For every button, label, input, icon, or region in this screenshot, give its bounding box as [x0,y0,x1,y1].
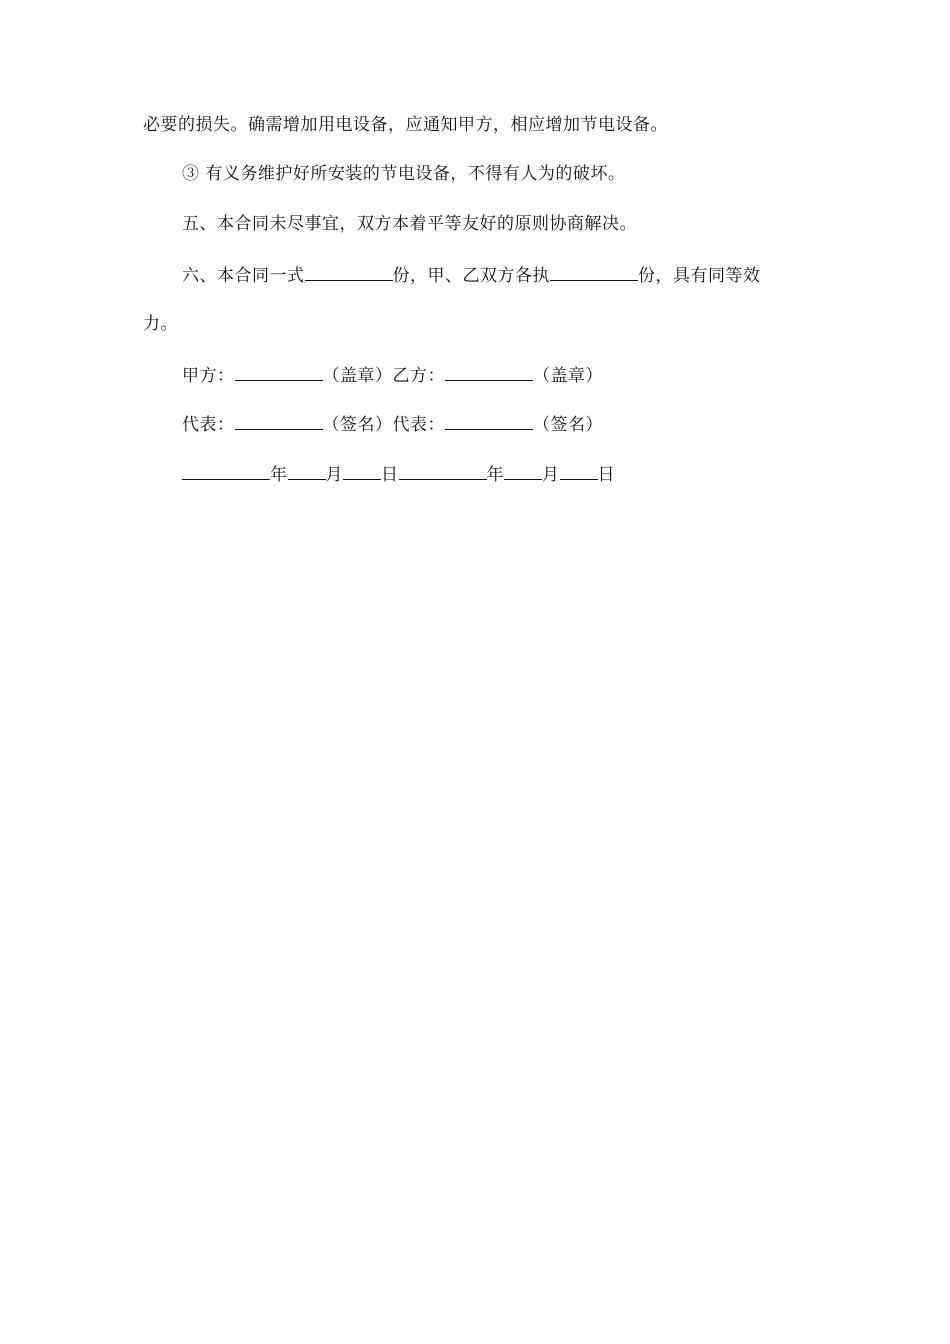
seal-label: （盖章） [322,366,393,386]
clause-text: 份，具有同等效 [638,266,761,286]
rep-b-label: 代表： [392,415,445,435]
day-label: 日 [597,465,615,485]
year-label: 年 [486,465,504,485]
representative-row [182,413,603,435]
party-seal-row [182,364,603,386]
month-label: 月 [325,465,343,485]
clause-text: 份，甲、乙双方各执 [392,266,550,286]
copies-each-blank[interactable] [550,264,638,281]
month-label: 月 [542,465,560,485]
clause-text: 六、本合同一式 [182,266,305,286]
party-b-blank[interactable] [445,364,533,381]
day-a-blank[interactable] [343,463,381,480]
copies-total-blank[interactable] [305,264,393,281]
rep-b-blank[interactable] [445,413,533,430]
clause-five [182,214,637,234]
clause-text: 五、本合同未尽事宜，双方本着平等友好的原则协商解决。 [182,214,637,234]
clause-item [182,164,625,184]
clause-six [182,264,761,286]
paragraph-text: 力。 [143,314,178,334]
clause-text: ③ 有义务维护好所安装的节电设备，不得有人为的破坏。 [182,164,626,184]
party-b-label: 乙方： [392,366,445,386]
party-a-blank[interactable] [235,364,323,381]
paragraph-line [143,115,668,135]
rep-a-label: 代表： [182,415,235,435]
day-b-blank[interactable] [560,463,598,480]
date-row [182,463,615,485]
month-b-blank[interactable] [504,463,542,480]
sign-label: （签名） [533,415,603,435]
year-label: 年 [270,465,288,485]
rep-a-blank[interactable] [235,413,323,430]
year-a-blank[interactable] [182,463,270,480]
paragraph-text: 必要的损失。确需增加用电设备，应通知甲方，相应增加节电设备。 [143,115,668,135]
paragraph-line [143,314,178,334]
seal-label: （盖章） [533,366,603,386]
month-a-blank[interactable] [288,463,326,480]
party-a-label: 甲方： [182,366,235,386]
sign-label: （签名） [322,415,393,435]
year-b-blank[interactable] [399,463,487,480]
day-label: 日 [381,465,399,485]
